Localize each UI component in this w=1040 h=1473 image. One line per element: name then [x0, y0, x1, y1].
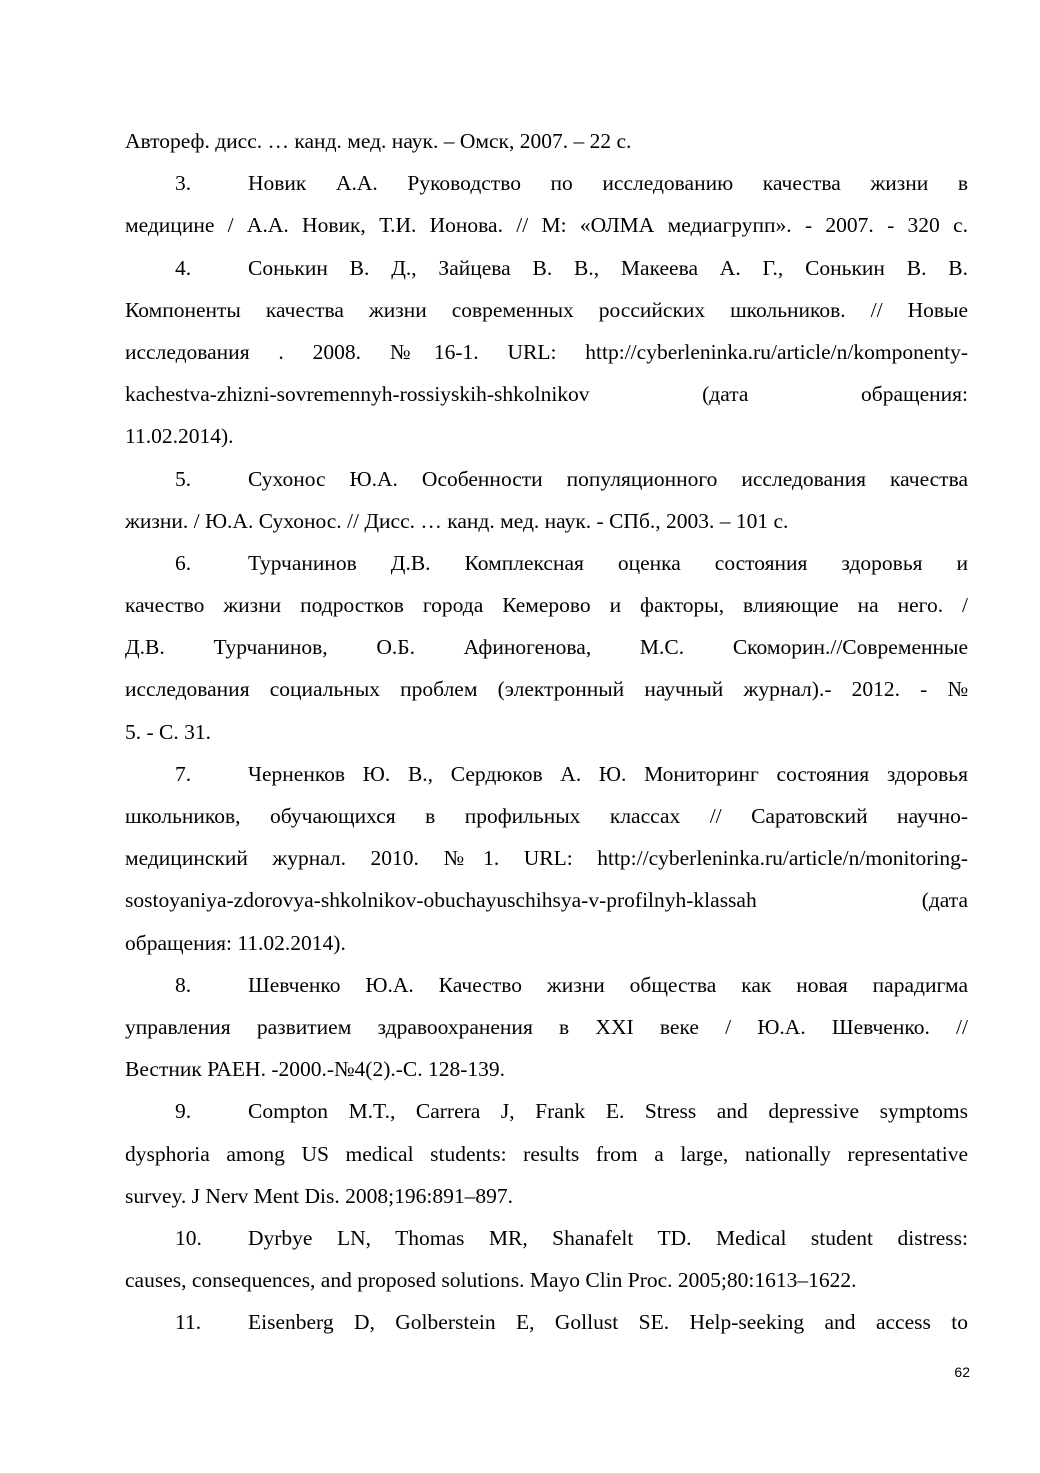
- reference-line: школьников, обучающихся в профильных классах // Саратовский научно-: [125, 804, 968, 828]
- reference-text: Черненков Ю. В., Сердюков А. Ю. Мониторинг состояния здоровья: [248, 761, 968, 786]
- reference-line: жизни. / Ю.А. Сухонос. // Дисс. … канд. мед. наук. - СПб., 2003. – 101 с.: [125, 508, 789, 533]
- reference-line: sostoyaniya-zdorovya-shkolnikov-obuchayuschihsya-v-profilnyh-klassah (дата: [125, 888, 968, 913]
- reference-text: Сухонос Ю.А. Особенности популяционного исследования качества: [248, 466, 968, 491]
- reference-number: 6.: [175, 550, 192, 575]
- reference-line: Автореф. дисс. … канд. мед. наук. – Омск, 2007. – 22 с.: [125, 129, 632, 153]
- reference-4-first-line: [125, 247, 968, 289]
- reference-number: 3.: [175, 171, 192, 196]
- document-page: [125, 120, 968, 1343]
- reference-line: исследования социальных проблем (электронный научный журнал).- 2012. - №: [125, 677, 968, 702]
- reference-6-first-line: [125, 542, 968, 584]
- reference-line: causes, consequences, and proposed solutions. Mayo Clin Proc. 2005;80:1613–1622.: [125, 1268, 857, 1293]
- reference-line: качество жизни подростков города Кемерово и факторы, влияющие на него. /: [125, 593, 968, 618]
- reference-3-first-line: [125, 162, 968, 204]
- reference-text: Турчанинов Д.В. Комплексная оценка состояния здоровья и: [248, 550, 968, 575]
- reference-line: Д.В. Турчанинов, О.Б. Афиногенова, М.С. Скоморин.//Современные: [125, 635, 968, 660]
- page-number: 62: [954, 1364, 970, 1380]
- reference-11-first-line: [125, 1301, 968, 1343]
- reference-number: 9.: [175, 1099, 192, 1124]
- reference-line: обращения: 11.02.2014).: [125, 930, 346, 955]
- reference-8-first-line: [125, 964, 968, 1006]
- reference-number: 5.: [175, 466, 192, 491]
- reference-number: 7.: [175, 761, 192, 786]
- reference-line: исследования . 2008. №16-1. URL: http://cyberleninka.ru/article/n/komponenty-: [125, 339, 968, 364]
- reference-text: Eisenberg D, Golberstein E, Gollust SE. Help-seeking and access to: [248, 1310, 968, 1335]
- reference-line: 11.02.2014).: [125, 424, 234, 449]
- reference-text: Compton M.T., Carrera J, Frank E. Stress and depressive symptoms: [248, 1099, 968, 1124]
- reference-text: Новик А.А. Руководство по исследованию качества жизни в: [248, 171, 968, 196]
- reference-text: Шевченко Ю.А. Качество жизни общества как новая парадигма: [248, 972, 968, 997]
- reference-number: 11.: [175, 1310, 202, 1335]
- reference-line: dysphoria among US medical students: results from a large, nationally representative: [125, 1141, 968, 1166]
- reference-line: 5. - С. 31.: [125, 719, 211, 744]
- reference-line: Компоненты качества жизни современных российских школьников. // Новые: [125, 297, 968, 322]
- reference-line: Вестник РАЕН. -2000.-№4(2).-С. 128-139.: [125, 1057, 506, 1082]
- reference-line: управления развитием здравоохранения в XXI веке / Ю.А. Шевченко. //: [125, 1014, 968, 1039]
- reference-line: медицине / А.А. Новик, Т.И. Ионова. // М: «ОЛМА медиагрупп». - 2007. - 320 с.: [125, 213, 968, 238]
- reference-number: 10.: [175, 1225, 202, 1250]
- reference-10-first-line: [125, 1217, 968, 1259]
- reference-line: медицинский журнал. 2010. №1. URL: http://cyberleninka.ru/article/n/monitoring-: [125, 846, 968, 871]
- reference-7-first-line: [125, 753, 968, 795]
- reference-9-first-line: [125, 1090, 968, 1132]
- reference-line: kachestva-zhizni-sovremennyh-rossiyskih-shkolnikov (дата обращения:: [125, 382, 968, 407]
- reference-number: 8.: [175, 972, 192, 997]
- reference-text: Dyrbye LN, Thomas MR, Shanafelt TD. Medical student distress:: [248, 1225, 968, 1250]
- reference-5-first-line: [125, 458, 968, 500]
- reference-number: 4.: [175, 255, 192, 280]
- reference-text: Сонькин В. Д., Зайцева В. В., Макеева А. Г., Сонькин В. В.: [248, 255, 968, 280]
- reference-line: survey. J Nerv Ment Dis. 2008;196:891–897.: [125, 1183, 513, 1208]
